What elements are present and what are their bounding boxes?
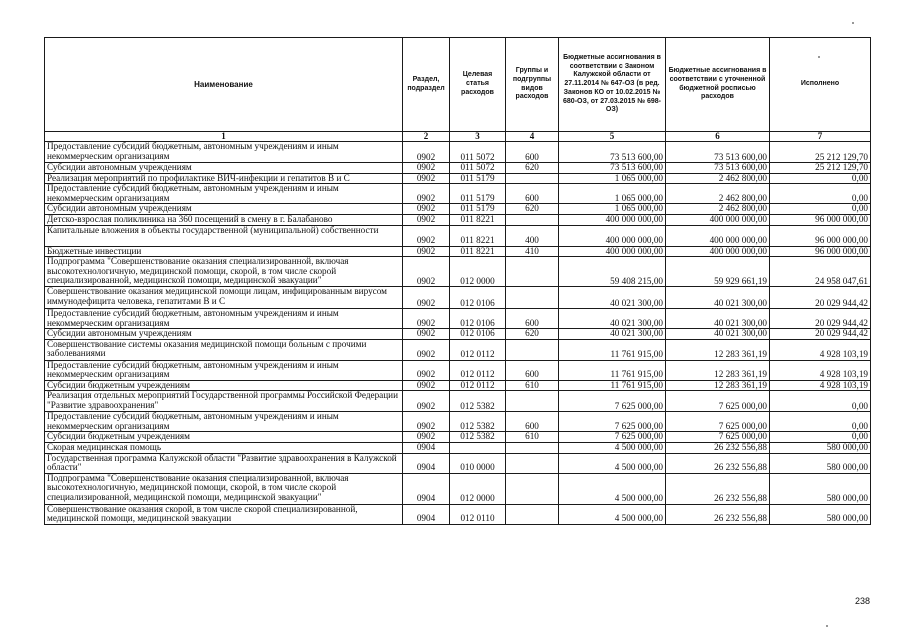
table-header-row bbox=[45, 38, 871, 132]
row-section-cell: 0904 bbox=[403, 453, 450, 473]
row-executed-cell: 96 000 000,00 bbox=[770, 214, 871, 225]
row-refined-allocation-cell: 12 283 361,19 bbox=[666, 360, 770, 380]
row-target-article-cell bbox=[450, 442, 506, 453]
col-header-expense-groups: Группы и подгруппы видов расходов bbox=[506, 38, 559, 132]
row-section-cell: 0902 bbox=[403, 257, 450, 287]
row-target-article-cell: 011 5179 bbox=[450, 184, 506, 204]
row-section-cell: 0902 bbox=[403, 204, 450, 215]
row-name-cell: Субсидии автономным учреждениям bbox=[45, 163, 403, 174]
row-law-allocation-cell: 400 000 000,00 bbox=[559, 246, 666, 257]
row-executed-cell: 4 928 103,19 bbox=[770, 380, 871, 391]
col-number: 5 bbox=[559, 132, 666, 142]
row-executed-cell: 580 000,00 bbox=[770, 504, 871, 524]
row-name-cell: Предоставление субсидий бюджетным, автономным учреждениям и иным некоммерческим организациям bbox=[45, 412, 403, 432]
col-number: 1 bbox=[45, 132, 403, 142]
col-header-target-article: Целевая статья расходов bbox=[450, 38, 506, 132]
table-row bbox=[45, 309, 871, 329]
row-law-allocation-cell: 4 500 000,00 bbox=[559, 473, 666, 504]
row-target-article-cell: 012 0110 bbox=[450, 504, 506, 524]
table-row bbox=[45, 380, 871, 391]
row-expense-group-cell: 610 bbox=[506, 380, 559, 391]
column-number-row bbox=[45, 132, 871, 142]
row-target-article-cell: 011 8221 bbox=[450, 246, 506, 257]
row-expense-group-cell bbox=[506, 173, 559, 184]
row-name-cell: Совершенствование системы оказания медицинской помощи больным с прочими заболеваниями bbox=[45, 339, 403, 360]
row-executed-cell: 0,00 bbox=[770, 204, 871, 215]
row-section-cell: 0902 bbox=[403, 432, 450, 443]
table-row bbox=[45, 257, 871, 287]
row-law-allocation-cell: 1 065 000,00 bbox=[559, 184, 666, 204]
row-executed-cell: 580 000,00 bbox=[770, 453, 871, 473]
row-expense-group-cell: 620 bbox=[506, 329, 559, 340]
row-executed-cell: 25 212 129,70 bbox=[770, 142, 871, 163]
row-executed-cell: 0,00 bbox=[770, 432, 871, 443]
col-header-name: Наименование bbox=[45, 38, 403, 132]
row-target-article-cell: 012 5382 bbox=[450, 432, 506, 443]
table-row bbox=[45, 391, 871, 412]
table-row bbox=[45, 225, 871, 246]
row-law-allocation-cell: 4 500 000,00 bbox=[559, 453, 666, 473]
row-section-cell: 0904 bbox=[403, 473, 450, 504]
scan-speck bbox=[826, 625, 828, 627]
row-expense-group-cell bbox=[506, 287, 559, 309]
row-name-cell: Реализация отдельных мероприятий Государственной программы Российской Федерации "Развитие здравоохранения" bbox=[45, 391, 403, 412]
row-name-cell: Предоставление субсидий бюджетным, автономным учреждениям и иным некоммерческим организациям bbox=[45, 184, 403, 204]
row-name-cell: Предоставление субсидий бюджетным, автономным учреждениям и иным некоммерческим организациям bbox=[45, 309, 403, 329]
table-row bbox=[45, 214, 871, 225]
row-refined-allocation-cell: 2 462 800,00 bbox=[666, 184, 770, 204]
row-law-allocation-cell: 73 513 600,00 bbox=[559, 142, 666, 163]
row-executed-cell: 20 029 944,42 bbox=[770, 329, 871, 340]
row-expense-group-cell: 600 bbox=[506, 142, 559, 163]
row-name-cell: Субсидии бюджетным учреждениям bbox=[45, 432, 403, 443]
row-name-cell: Капитальные вложения в объекты государственной (муниципальной) собственности bbox=[45, 225, 403, 246]
row-refined-allocation-cell: 2 462 800,00 bbox=[666, 173, 770, 184]
row-executed-cell: 0,00 bbox=[770, 391, 871, 412]
row-executed-cell: 20 029 944,42 bbox=[770, 287, 871, 309]
row-section-cell: 0904 bbox=[403, 504, 450, 524]
row-name-cell: Подпрограмма "Совершенствование оказания специализированной, включая высокотехнологичную, медицинской помощи, скорой, в том числе скорой специализированной, медицинской помощи, медицинской эвакуации" bbox=[45, 473, 403, 504]
row-law-allocation-cell: 11 761 915,00 bbox=[559, 380, 666, 391]
row-executed-cell: 0,00 bbox=[770, 412, 871, 432]
row-target-article-cell: 012 0106 bbox=[450, 287, 506, 309]
row-executed-cell: 0,00 bbox=[770, 173, 871, 184]
row-expense-group-cell bbox=[506, 257, 559, 287]
row-name-cell: Субсидии бюджетным учреждениям bbox=[45, 380, 403, 391]
table-row bbox=[45, 142, 871, 163]
row-refined-allocation-cell: 2 462 800,00 bbox=[666, 204, 770, 215]
row-refined-allocation-cell: 26 232 556,88 bbox=[666, 442, 770, 453]
row-section-cell: 0902 bbox=[403, 360, 450, 380]
row-section-cell: 0902 bbox=[403, 214, 450, 225]
row-name-cell: Совершенствование оказания скорой, в том числе скорой специализированной, медицинской помощи, медицинской эвакуации bbox=[45, 504, 403, 524]
col-header-law-allocations: Бюджетные ассигнования в соответствии с Законом Калужской области от 27.11.2014 № 647-ОЗ (в ред. Законов КО от 10.02.2015 № 680-ОЗ, от 27.03.2015 № 698-ОЗ) bbox=[559, 38, 666, 132]
row-refined-allocation-cell: 40 021 300,00 bbox=[666, 329, 770, 340]
row-refined-allocation-cell: 400 000 000,00 bbox=[666, 214, 770, 225]
row-law-allocation-cell: 1 065 000,00 bbox=[559, 204, 666, 215]
row-executed-cell: 25 212 129,70 bbox=[770, 163, 871, 174]
row-section-cell: 0902 bbox=[403, 163, 450, 174]
col-number: 3 bbox=[450, 132, 506, 142]
row-section-cell: 0902 bbox=[403, 309, 450, 329]
row-expense-group-cell bbox=[506, 339, 559, 360]
row-law-allocation-cell: 4 500 000,00 bbox=[559, 442, 666, 453]
col-number: 7 bbox=[770, 132, 871, 142]
row-target-article-cell: 012 0000 bbox=[450, 257, 506, 287]
row-expense-group-cell: 600 bbox=[506, 184, 559, 204]
row-section-cell: 0902 bbox=[403, 142, 450, 163]
row-expense-group-cell: 620 bbox=[506, 204, 559, 215]
table-row bbox=[45, 246, 871, 257]
row-name-cell: Реализация мероприятий по профилактике ВИЧ-инфекции и гепатитов В и С bbox=[45, 173, 403, 184]
row-expense-group-cell: 620 bbox=[506, 163, 559, 174]
row-section-cell: 0902 bbox=[403, 225, 450, 246]
row-executed-cell: 4 928 103,19 bbox=[770, 339, 871, 360]
row-law-allocation-cell: 59 408 215,00 bbox=[559, 257, 666, 287]
row-target-article-cell: 012 5382 bbox=[450, 391, 506, 412]
row-law-allocation-cell: 40 021 300,00 bbox=[559, 309, 666, 329]
page-number: 238 bbox=[855, 596, 871, 606]
row-refined-allocation-cell: 40 021 300,00 bbox=[666, 309, 770, 329]
row-law-allocation-cell: 7 625 000,00 bbox=[559, 432, 666, 443]
row-executed-cell: 580 000,00 bbox=[770, 473, 871, 504]
row-name-cell: Бюджетные инвестиции bbox=[45, 246, 403, 257]
row-expense-group-cell bbox=[506, 504, 559, 524]
row-name-cell: Скорая медицинская помощь bbox=[45, 442, 403, 453]
scan-speck bbox=[818, 56, 820, 58]
col-number: 6 bbox=[666, 132, 770, 142]
row-target-article-cell: 011 5179 bbox=[450, 173, 506, 184]
row-target-article-cell: 012 0112 bbox=[450, 360, 506, 380]
row-section-cell: 0902 bbox=[403, 391, 450, 412]
row-refined-allocation-cell: 26 232 556,88 bbox=[666, 453, 770, 473]
row-name-cell: Государственная программа Калужской области "Развитие здравоохранения в Калужской области" bbox=[45, 453, 403, 473]
row-executed-cell: 0,00 bbox=[770, 184, 871, 204]
row-expense-group-cell: 610 bbox=[506, 432, 559, 443]
row-target-article-cell: 011 5072 bbox=[450, 163, 506, 174]
row-executed-cell: 96 000 000,00 bbox=[770, 246, 871, 257]
row-law-allocation-cell: 400 000 000,00 bbox=[559, 225, 666, 246]
row-section-cell: 0904 bbox=[403, 442, 450, 453]
row-law-allocation-cell: 400 000 000,00 bbox=[559, 214, 666, 225]
table-row bbox=[45, 504, 871, 524]
row-target-article-cell: 011 8221 bbox=[450, 214, 506, 225]
row-target-article-cell: 010 0000 bbox=[450, 453, 506, 473]
row-law-allocation-cell: 7 625 000,00 bbox=[559, 412, 666, 432]
row-law-allocation-cell: 73 513 600,00 bbox=[559, 163, 666, 174]
row-refined-allocation-cell: 7 625 000,00 bbox=[666, 412, 770, 432]
table-row bbox=[45, 329, 871, 340]
row-name-cell: Предоставление субсидий бюджетным, автономным учреждениям и иным некоммерческим организациям bbox=[45, 142, 403, 163]
row-target-article-cell: 012 0112 bbox=[450, 380, 506, 391]
row-executed-cell: 24 958 047,61 bbox=[770, 257, 871, 287]
table-row bbox=[45, 204, 871, 215]
row-refined-allocation-cell: 400 000 000,00 bbox=[666, 246, 770, 257]
table-row bbox=[45, 412, 871, 432]
row-refined-allocation-cell: 12 283 361,19 bbox=[666, 380, 770, 391]
row-expense-group-cell bbox=[506, 473, 559, 504]
row-refined-allocation-cell: 400 000 000,00 bbox=[666, 225, 770, 246]
row-section-cell: 0902 bbox=[403, 329, 450, 340]
row-target-article-cell: 011 8221 bbox=[450, 225, 506, 246]
row-target-article-cell: 011 5072 bbox=[450, 142, 506, 163]
row-refined-allocation-cell: 7 625 000,00 bbox=[666, 391, 770, 412]
col-header-executed: Исполнено bbox=[770, 38, 871, 132]
row-target-article-cell: 012 5382 bbox=[450, 412, 506, 432]
row-expense-group-cell bbox=[506, 391, 559, 412]
table-body bbox=[45, 142, 871, 525]
table-row bbox=[45, 442, 871, 453]
scan-speck bbox=[852, 22, 854, 24]
col-number: 4 bbox=[506, 132, 559, 142]
row-section-cell: 0902 bbox=[403, 173, 450, 184]
row-executed-cell: 580 000,00 bbox=[770, 442, 871, 453]
budget-execution-table bbox=[44, 37, 871, 525]
row-expense-group-cell: 600 bbox=[506, 309, 559, 329]
row-expense-group-cell bbox=[506, 442, 559, 453]
row-law-allocation-cell: 11 761 915,00 bbox=[559, 360, 666, 380]
row-target-article-cell: 012 0112 bbox=[450, 339, 506, 360]
row-law-allocation-cell: 40 021 300,00 bbox=[559, 287, 666, 309]
row-section-cell: 0902 bbox=[403, 184, 450, 204]
table-row bbox=[45, 173, 871, 184]
row-law-allocation-cell: 1 065 000,00 bbox=[559, 173, 666, 184]
row-section-cell: 0902 bbox=[403, 412, 450, 432]
row-expense-group-cell: 410 bbox=[506, 246, 559, 257]
row-name-cell: Субсидии автономным учреждениям bbox=[45, 204, 403, 215]
table-row bbox=[45, 473, 871, 504]
row-section-cell: 0902 bbox=[403, 339, 450, 360]
row-refined-allocation-cell: 26 232 556,88 bbox=[666, 504, 770, 524]
row-refined-allocation-cell: 73 513 600,00 bbox=[666, 163, 770, 174]
row-section-cell: 0902 bbox=[403, 287, 450, 309]
col-header-section: Раздел, подраздел bbox=[403, 38, 450, 132]
row-expense-group-cell: 600 bbox=[506, 412, 559, 432]
row-target-article-cell: 012 0106 bbox=[450, 329, 506, 340]
row-refined-allocation-cell: 12 283 361,19 bbox=[666, 339, 770, 360]
row-executed-cell: 20 029 944,42 bbox=[770, 309, 871, 329]
row-law-allocation-cell: 4 500 000,00 bbox=[559, 504, 666, 524]
row-refined-allocation-cell: 7 625 000,00 bbox=[666, 432, 770, 443]
row-executed-cell: 96 000 000,00 bbox=[770, 225, 871, 246]
row-target-article-cell: 011 5179 bbox=[450, 204, 506, 215]
row-refined-allocation-cell: 59 929 661,19 bbox=[666, 257, 770, 287]
row-refined-allocation-cell: 73 513 600,00 bbox=[666, 142, 770, 163]
table-row bbox=[45, 453, 871, 473]
row-expense-group-cell bbox=[506, 453, 559, 473]
table-row bbox=[45, 287, 871, 309]
table-row bbox=[45, 163, 871, 174]
row-name-cell: Совершенствование оказания медицинской помощи лицам, инфицированным вирусом иммунодефицита человека, гепатитами В и С bbox=[45, 287, 403, 309]
row-law-allocation-cell: 7 625 000,00 bbox=[559, 391, 666, 412]
row-refined-allocation-cell: 26 232 556,88 bbox=[666, 473, 770, 504]
table-row bbox=[45, 360, 871, 380]
row-name-cell: Подпрограмма "Совершенствование оказания специализированной, включая высокотехнологичную, медицинской помощи, скорой, в том числе скорой специализированной, медицинской помощи, медицинской эвакуации" bbox=[45, 257, 403, 287]
row-law-allocation-cell: 40 021 300,00 bbox=[559, 329, 666, 340]
col-number: 2 bbox=[403, 132, 450, 142]
row-executed-cell: 4 928 103,19 bbox=[770, 360, 871, 380]
row-expense-group-cell bbox=[506, 214, 559, 225]
row-expense-group-cell: 600 bbox=[506, 360, 559, 380]
row-name-cell: Субсидии автономным учреждениям bbox=[45, 329, 403, 340]
row-section-cell: 0902 bbox=[403, 246, 450, 257]
table-row bbox=[45, 432, 871, 443]
row-target-article-cell: 012 0000 bbox=[450, 473, 506, 504]
row-law-allocation-cell: 11 761 915,00 bbox=[559, 339, 666, 360]
row-target-article-cell: 012 0106 bbox=[450, 309, 506, 329]
col-header-refined-allocations: Бюджетные ассигнования в соответствии с уточненной бюджетной росписью расходов bbox=[666, 38, 770, 132]
row-refined-allocation-cell: 40 021 300,00 bbox=[666, 287, 770, 309]
table-row bbox=[45, 184, 871, 204]
row-section-cell: 0902 bbox=[403, 380, 450, 391]
row-name-cell: Детско-взрослая поликлиника на 360 посещений в смену в г. Балабаново bbox=[45, 214, 403, 225]
row-expense-group-cell: 400 bbox=[506, 225, 559, 246]
row-name-cell: Предоставление субсидий бюджетным, автономным учреждениям и иным некоммерческим организациям bbox=[45, 360, 403, 380]
table-row bbox=[45, 339, 871, 360]
